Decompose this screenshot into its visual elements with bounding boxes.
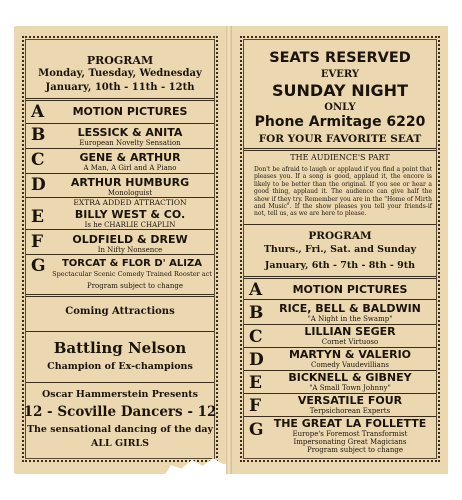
every-label: EVERY bbox=[320, 69, 360, 80]
motion-pictures-label: MOTION PICTURES bbox=[72, 105, 188, 118]
right-program-dates: January, 6th - 7th - 8th - 9th bbox=[264, 260, 416, 271]
left-program-dates: January, 10th - 11th - 12th bbox=[45, 82, 195, 93]
divider bbox=[244, 224, 436, 225]
phone-number: Phone Armitage 6220 bbox=[254, 114, 426, 130]
divider bbox=[26, 254, 214, 255]
act-entry: TORCAT & FLOR D' ALIZA Spectacular Scenic Comedy Trained Rooster act bbox=[52, 258, 212, 278]
divider bbox=[26, 229, 214, 230]
right-program-panel bbox=[232, 26, 448, 474]
divider bbox=[26, 123, 214, 124]
act-entry: OLDFIELD & DREW In Nifty Nonsence bbox=[72, 233, 188, 254]
act-letter: C bbox=[31, 150, 45, 170]
divider bbox=[26, 98, 214, 101]
act-entry: LESSICK & ANITA European Novelty Sensation bbox=[77, 126, 183, 147]
divider bbox=[26, 173, 214, 174]
act-letter: G bbox=[31, 256, 46, 276]
left-program-heading: PROGRAM bbox=[86, 54, 154, 67]
act-letter: C bbox=[249, 327, 263, 347]
subject-to-change: Program subject to change bbox=[87, 282, 183, 290]
act-letter: D bbox=[249, 350, 264, 370]
divider bbox=[26, 331, 214, 332]
divider bbox=[244, 148, 436, 151]
act-letter: D bbox=[31, 175, 46, 195]
act-letter: E bbox=[31, 207, 44, 227]
act-letter: E bbox=[249, 373, 262, 393]
act-entry: GENE & ARTHUR A Man, A Girl and A Piano bbox=[79, 151, 181, 172]
act-entry: BICKNELL & GIBNEY "A Small Town Johnny" bbox=[288, 371, 412, 392]
divider bbox=[26, 382, 214, 383]
dance-line: The sensational dancing of the day bbox=[26, 424, 214, 435]
act-entry: ARTHUR HUMBURG Monologuist bbox=[70, 176, 190, 197]
act-letter: B bbox=[31, 125, 46, 145]
left-program-panel bbox=[14, 26, 226, 474]
act-letter-a: A bbox=[31, 102, 45, 122]
feature-headliner: Battling Nelson bbox=[53, 339, 187, 357]
seats-reserved: SEATS RESERVED bbox=[269, 50, 411, 66]
audience-title: THE AUDIENCE'S PART bbox=[290, 153, 390, 162]
only-label: ONLY bbox=[324, 102, 356, 113]
all-girls: ALL GIRLS bbox=[90, 438, 150, 449]
sunday-night: SUNDAY NIGHT bbox=[272, 81, 408, 100]
coming-attractions: Coming Attractions bbox=[65, 306, 175, 317]
act-letter: F bbox=[249, 396, 262, 416]
act-letter: F bbox=[31, 232, 44, 252]
divider bbox=[26, 294, 214, 297]
act-entry: BILLY WEST & CO. Is he CHARLIE CHAPLIN bbox=[74, 208, 186, 229]
favorite-seat: FOR YOUR FAVORITE SEAT bbox=[258, 133, 422, 145]
audience-paragraph: Don't be afraid to laugh or applaud if you find a point that pleases you. If a song is good, applaud it, the encore is likely to be better than the original. If you see or hear a good thing, applaud it. The audience can give half the show if they try. Remember you are in the "Home of Mirth and Music". If the show pleases you tell your friends-if not, tell us, as we are here to please. bbox=[254, 166, 432, 218]
divider bbox=[26, 148, 214, 149]
act-letter-a: A bbox=[249, 280, 263, 300]
act-letter: G bbox=[249, 420, 264, 440]
act-letter: B bbox=[249, 303, 264, 323]
presents-line: Oscar Hammerstein Presents bbox=[42, 389, 198, 400]
motion-pictures-label: MOTION PICTURES bbox=[292, 283, 408, 296]
act-entry: RICE, BELL & BALDWIN "A Night in the Swamp" bbox=[279, 302, 421, 323]
divider bbox=[244, 299, 436, 300]
act-entry: THE GREAT LA FOLLETTE Europe's Foremost Transformist Impersonating Great Magicians bbox=[273, 417, 427, 446]
act-entry: MARTYN & VALERIO Comedy Vaudevillians bbox=[288, 348, 412, 369]
right-program-heading: PROGRAM bbox=[308, 230, 372, 242]
left-program-days: Monday, Tuesday, Wednesday bbox=[38, 68, 202, 79]
extra-attraction-label: EXTRA ADDED ATTRACTION bbox=[73, 198, 187, 207]
dancers-line: 12 - Scoville Dancers - 12 bbox=[23, 404, 217, 420]
act-entry: LILLIAN SEGER Cornet Virtuoso bbox=[304, 325, 396, 346]
right-program-days: Thurs., Fri., Sat. and Sunday bbox=[263, 244, 417, 255]
divider bbox=[244, 276, 436, 279]
feature-subtitle: Champion of Ex-champions bbox=[47, 361, 193, 372]
subject-to-change: Program subject to change bbox=[307, 446, 403, 454]
act-entry: VERSATILE FOUR Terpsichorean Experts bbox=[297, 394, 403, 415]
